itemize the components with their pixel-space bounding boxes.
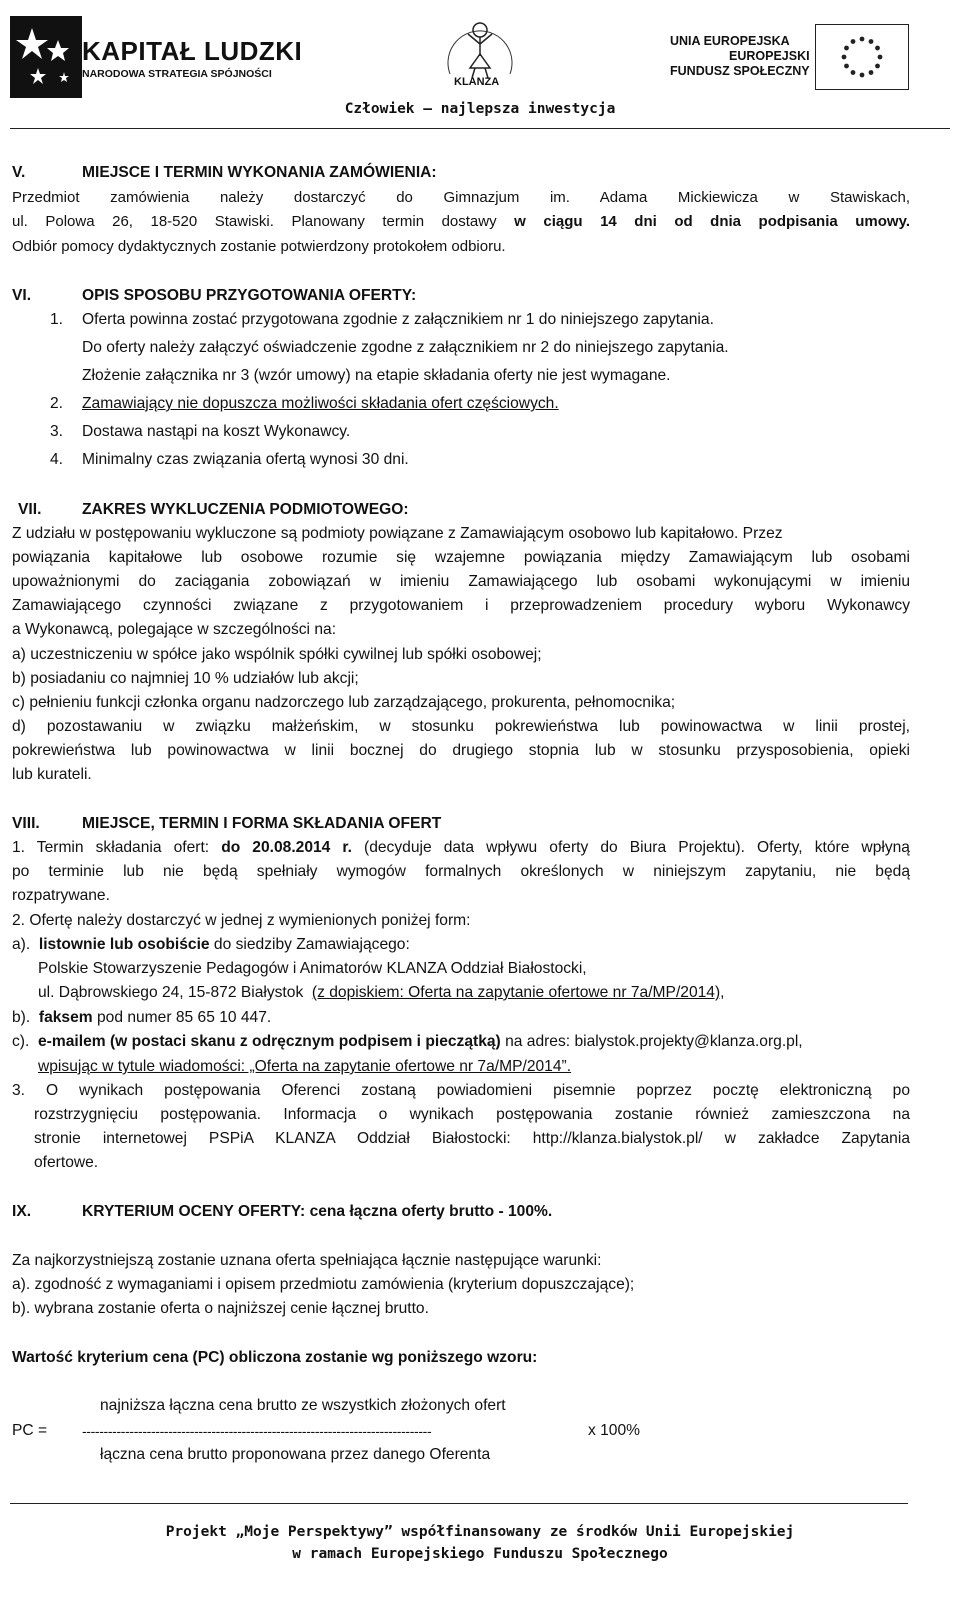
section-viii-p3-line-3: stronie internetowej PSPiA KLANZA Oddział Białostocki: http://klanza.bialystok.pl/ w zakładce Zapytania bbox=[34, 1130, 910, 1147]
form-b-rest: pod numer 85 65 10 447. bbox=[96, 1009, 272, 1026]
section-viii-title: MIEJSCE, TERMIN I FORMA SKŁADANIA OFERT bbox=[82, 815, 442, 832]
section-v-line-1: Przedmiot zamówienia należy dostarczyć do Gimnazjum im. Adama Mickiewicza w Stawiskach, bbox=[12, 189, 910, 206]
formula-fraction-line: --------------------------------------------------------------------------------- bbox=[82, 1423, 432, 1439]
section-vii-item-b: b) posiadaniu co najmniej 10 % udziałów lub akcji; bbox=[12, 670, 359, 687]
section-vi-item-2-number: 2. bbox=[50, 395, 64, 412]
section-vi-item-1: Oferta powinna zostać przygotowana zgodnie z załącznikiem nr 1 do niniejszego zapytania. bbox=[82, 311, 714, 328]
section-vii-item-d-line-2: pokrewieństwa lub powinowactwa w linii bocznej do drugiego stopnia lub w stosunku przysposobienia, opieki bbox=[12, 742, 910, 759]
footer-line-1: Projekt „Moje Perspektywy” współfinansowany ze środków Unii Europejskiej bbox=[165, 1524, 795, 1540]
klanza-name: KLANZA bbox=[454, 76, 500, 88]
header-divider bbox=[10, 128, 950, 129]
form-c-number: c). bbox=[12, 1033, 30, 1050]
eu-text-block bbox=[670, 34, 810, 79]
section-vi-item-3: Dostawa nastąpi na koszt Wykonawcy. bbox=[82, 423, 351, 440]
form-a-note: (z dopiskiem: Oferta na zapytanie ofertowe nr 7a/MP/2014), bbox=[311, 984, 725, 1001]
form-b bbox=[12, 1006, 271, 1030]
section-viii-number: VIII. bbox=[12, 815, 40, 832]
section-vii-number: VII. bbox=[18, 501, 42, 518]
section-vii-para-line-1: Z udziału w postępowaniu wykluczone są podmioty powiązane z Zamawiającym osobowo lub kapitałowo. Przez bbox=[12, 525, 783, 542]
form-a-organisation: Polskie Stowarzyszenie Pedagogów i Animatorów KLANZA Oddział Białostocki, bbox=[38, 960, 587, 977]
footer-line-2: w ramach Europejskiego Funduszu Społecznego bbox=[292, 1546, 668, 1562]
formula-denominator: łączna cena brutto proponowana przez danego Oferenta bbox=[100, 1446, 491, 1463]
section-ix-line-3: b). wybrana zostanie oferta o najniższej cenie łącznej brutto. bbox=[12, 1300, 429, 1317]
section-ix-line-1: Za najkorzystniejszą zostanie uznana oferta spełniająca łącznie następujące warunki: bbox=[12, 1252, 602, 1269]
formula-title: Wartość kryterium cena (PC) obliczona zostanie wg poniższego wzoru: bbox=[12, 1349, 538, 1366]
section-vii-item-a: a) uczestniczeniu w spółce jako wspólnik spółki cywilnej lub spółki osobowej; bbox=[12, 646, 542, 663]
form-a-bold: listownie lub osobiście bbox=[38, 936, 210, 953]
form-c-rest: na adres: bialystok.projekty@klanza.org.pl, bbox=[505, 1033, 803, 1050]
deadline-date: do 20.08.2014 r. bbox=[221, 839, 352, 856]
section-v-line-2 bbox=[12, 210, 910, 234]
section-vii-item-d-line-3: lub kurateli. bbox=[12, 766, 92, 783]
deadline-note: (decyduje data wpływu oferty do Biura Projektu). Oferty, które wpłyną bbox=[364, 839, 910, 856]
section-vi-item-1-line-3: Złożenie załącznika nr 3 (wzór umowy) na etapie składania oferty nie jest wymagane. bbox=[82, 367, 671, 384]
form-c-note: wpisując w tytule wiadomości: „Oferta na zapytanie ofertowe nr 7a/MP/2014”. bbox=[38, 1058, 572, 1075]
form-c-bold: e-mailem (w postaci skanu z odręcznym podpisem i pieczątką) bbox=[38, 1033, 501, 1050]
section-vii-para-line-3: upoważnionymi do zaciągania zobowiązań w imieniu Zamawiającego lub osobami wykonującymi w imieniu bbox=[12, 573, 910, 590]
formula-multiplier: x 100% bbox=[588, 1422, 641, 1439]
kapital-ludzki-name: KAPITAŁ LUDZKI bbox=[82, 36, 303, 66]
footer-divider bbox=[10, 1503, 908, 1504]
section-vi-item-1-number: 1. bbox=[50, 311, 64, 328]
section-v-title: MIEJSCE I TERMIN WYKONANIA ZAMÓWIENIA: bbox=[82, 164, 437, 181]
section-ix-line-2: a). zgodność z wymaganiami i opisem przedmiotu zamówienia (kryterium dopuszczające); bbox=[12, 1276, 635, 1293]
section-viii-p3-line-4: ofertowe. bbox=[34, 1154, 99, 1171]
section-vii-title: ZAKRES WYKLUCZENIA PODMIOTOWEGO: bbox=[82, 501, 409, 518]
section-v-line-3: Odbiór pomocy dydaktycznych zostanie potwierdzony protokołem odbioru. bbox=[12, 238, 506, 255]
section-vi-item-3-number: 3. bbox=[50, 423, 64, 440]
section-viii-p3-line-1: 3. O wynikach postępowania Oferenci zostaną powiadomieni pisemnie poprzez pocztę elektroniczną po bbox=[12, 1082, 910, 1099]
eu-line-1: UNIA EUROPEJSKA bbox=[670, 34, 790, 48]
section-vii-para-line-5: a Wykonawcą, polegające w szczególności na: bbox=[12, 621, 337, 638]
section-vi-item-4: Minimalny czas związania ofertą wynosi 30 dni. bbox=[82, 451, 409, 468]
section-v-number: V. bbox=[12, 164, 26, 181]
form-b-number: b). bbox=[12, 1009, 31, 1026]
eu-line-3: FUNDUSZ SPOŁECZNY bbox=[670, 64, 810, 78]
section-viii-line-2: po terminie lub nie będą spełniały wymogów formalnych określonych w niniejszym zapytaniu, nie będą bbox=[12, 863, 910, 880]
section-vi-item-1-line-2: Do oferty należy załączyć oświadczenie zgodne z załącznikiem nr 2 do niniejszego zapytania. bbox=[82, 339, 729, 356]
kapital-ludzki-subtitle: NARODOWA STRATEGIA SPÓJNOŚCI bbox=[82, 68, 272, 80]
section-vi-number: VI. bbox=[12, 287, 32, 304]
form-b-bold: faksem bbox=[38, 1009, 93, 1026]
tagline: Człowiek – najlepsza inwestycja bbox=[344, 101, 616, 117]
section-vi-title: OPIS SPOSOBU PRZYGOTOWANIA OFERTY: bbox=[82, 287, 417, 304]
formula-numerator: najniższa łączna cena brutto ze wszystkich złożonych ofert bbox=[100, 1397, 506, 1414]
eu-flag-icon bbox=[815, 24, 909, 90]
section-ix-title: KRYTERIUM OCENY OFERTY: cena łączna oferty brutto - 100%. bbox=[82, 1203, 553, 1220]
section-vii-para-line-2: powiązania kapitałowe lub osobowe rozumie się wzajemne powiązania między Zamawiającym lub osobami bbox=[12, 549, 910, 566]
form-a bbox=[12, 933, 410, 957]
section-viii-p3-line-2: rozstrzygnięciu postępowania. Informacja o wynikach postępowania zostanie również zamieszczona na bbox=[34, 1106, 910, 1123]
section-vi-item-4-number: 4. bbox=[50, 451, 64, 468]
section-vii-para-line-4: Zamawiającego czynności związane z przygotowaniem i przeprowadzeniem procedury wyboru Wykonawcy bbox=[12, 597, 910, 614]
section-vii-item-c: c) pełnieniu funkcji członka organu nadzorczego lub zarządzającego, prokurenta, pełnomocnika; bbox=[12, 694, 676, 711]
deadline-label: 1. Termin składania ofert: bbox=[12, 839, 210, 856]
section-viii-line-1 bbox=[12, 836, 910, 860]
form-a-number: a). bbox=[12, 936, 31, 953]
section-viii-line-4: 2. Ofertę należy dostarczyć w jednej z wymienionych poniżej form: bbox=[12, 912, 471, 929]
form-c bbox=[12, 1030, 803, 1054]
eu-line-2: EUROPEJSKI bbox=[729, 49, 810, 63]
section-v-deadline: w ciągu 14 dni od dnia podpisania umowy. bbox=[514, 213, 910, 230]
form-a-rest: do siedziby Zamawiającego: bbox=[213, 936, 410, 953]
section-vii-item-d-line-1: d) pozostawaniu w związku małżeńskim, w stosunku pokrewieństwa lub powinowactwa w linii prostej, bbox=[12, 718, 910, 735]
form-a-address: ul. Dąbrowskiego 24, 15-872 Białystok bbox=[38, 984, 304, 1001]
section-v-line-2-text: ul. Polowa 26, 18-520 Stawiski. Planowany termin dostawy bbox=[12, 213, 497, 230]
section-viii-line-3: rozpatrywane. bbox=[12, 887, 110, 904]
section-vi-item-2: Zamawiający nie dopuszcza możliwości składania ofert częściowych. bbox=[82, 395, 559, 412]
formula-pc-label: PC = bbox=[12, 1422, 48, 1439]
form-a-address-line bbox=[38, 981, 725, 1005]
section-ix-number: IX. bbox=[12, 1203, 32, 1220]
